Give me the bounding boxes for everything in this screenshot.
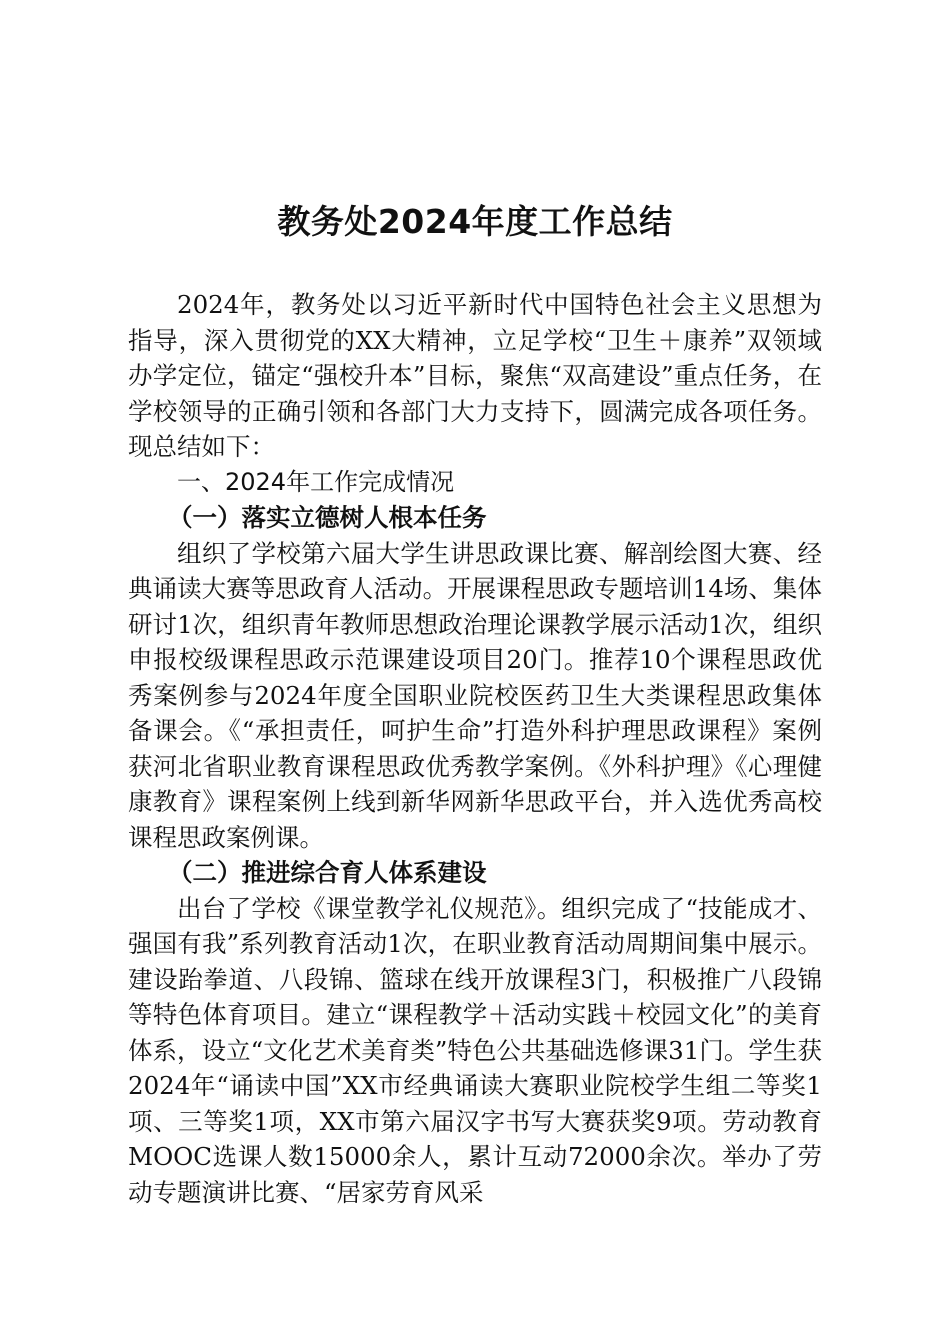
document-body — [128, 195, 822, 1210]
subsection-heading: （二）推进综合育人体系建设 — [168, 858, 487, 887]
section-heading: 一、2024年工作完成情况 — [177, 467, 455, 496]
subsection-paragraph: 出台了学校《课堂教学礼仪规范》。组织完成了“技能成才、强国有我”系列教育活动1次，在职业教育活动周期间集中展示。建设跆拳道、八段锦、篮球在线开放课程3门，积极推广八段锦等特色体育项目。建立“课程教学＋活动实践＋校园文化”的美育体系，设立“文化艺术美育类”特色公共基础选修课31门。学生获2024年“诵读中国”XX市经典诵读大赛职业院校学生组二等奖1项、三等奖1项，XX市第六届汉字书写大赛获奖9项。劳动教育MOOC选课人数15000余人，累计互动72000余次。举办了劳动专题演讲比赛、“居家劳育风采 — [128, 893, 822, 1207]
document-title: 教务处2024年度工作总结 — [277, 202, 673, 241]
intro-paragraph: 2024年，教务处以习近平新时代中国特色社会主义思想为指导，深入贯彻党的XX大精神，立足学校“卫生＋康养”双领域办学定位，锚定“强校升本”目标，聚焦“双高建设”重点任务，在学校领导的正确引领和各部门大力支持下，圆满完成各项任务。现总结如下： — [128, 290, 822, 461]
subsection-paragraph: 组织了学校第六届大学生讲思政课比赛、解剖绘图大赛、经典诵读大赛等思政育人活动。开展课程思政专题培训14场、集体研讨1次，组织青年教师思想政治理论课教学展示活动1次，组织申报校级课程思政示范课建设项目20门。推荐10个课程思政优秀案例参与2024年度全国职业院校医药卫生大类课程思政集体备课会。《“承担责任，呵护生命”打造外科护理思政课程》案例获河北省职业教育课程思政优秀教学案例。《外科护理》《心理健康教育》课程案例上线到新华网新华思政平台，并入选优秀高校课程思政案例课。 — [128, 538, 822, 852]
subsection-heading: （一）落实立德树人根本任务 — [168, 503, 487, 532]
